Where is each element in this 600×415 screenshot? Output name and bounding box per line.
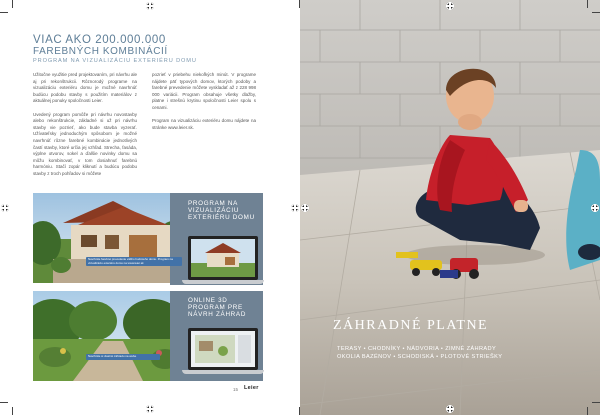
crop-mark — [592, 402, 600, 403]
registration-mark — [301, 204, 309, 212]
laptop-base — [182, 280, 264, 284]
laptop-screen — [188, 236, 258, 280]
paragraph: Užitočne využitie pred projektovaním, pri návrhu ale aj pri rekonštrukcii. Rôznorodý programe na vizualizáciu exteriéru domu je možné navrhnúť budúcu podobu stavby s použitím materiálov z aktuálnej ponuky spoločnosti Leier. — [33, 72, 137, 104]
crop-mark — [587, 0, 588, 8]
promo-title-line: PROGRAM PRE — [188, 304, 243, 311]
registration-mark — [591, 204, 599, 212]
laptop-garden — [178, 328, 268, 378]
paragraph: Uvedený program pomôže pri návrhu novostavby alebo rekonštrukcie, základné si už pri návrhu stavby vie pozrieť, ako bude stavba vyzerať. Užívateľsky jednoduchým spôsobom je možné navrhnúť rôzne farebné kombinácie jednotlivých častí stavby, ktoré určia jej vzhľad. Strecha, fasáda, výplne otvorov, sokel a ďalšie novinky domu sa môžu kombinovať, v tom dosiahnuť farebnú harmóniu. Stačí zopár kliknutí a budúcu podobu stavby z troch pohľadov si môžete — [33, 111, 137, 176]
registration-mark — [146, 2, 154, 10]
page-heading — [33, 34, 168, 58]
garden-tiles-photo — [300, 0, 600, 415]
registration-mark — [446, 405, 454, 413]
laptop-visualization — [178, 236, 268, 286]
crop-mark — [299, 407, 300, 415]
paragraph: pozrieť v priebehu niekoľkých minút. V programe nájdete päť typových domov, ktorých podoby a farebné prevedenie môžete vyskladať až z 228 998 000 variácii. Program obsahuje všetky dlažby, platne i strešnú krytinu spoločnosti Leier spolu s cenami. — [152, 72, 256, 110]
house-photo — [33, 193, 183, 283]
page-subheading: PROGRAM NA VIZUALIZÁCIU EXTERIÉRU DOMU — [33, 58, 197, 64]
crop-mark — [592, 12, 600, 13]
text-column-2 — [152, 72, 256, 138]
promo-banner-garden: Navrhnite si vlastnú záhradu na webe — [86, 354, 160, 360]
screen-content — [191, 239, 255, 277]
text-column-1 — [33, 72, 137, 184]
registration-mark — [1, 204, 9, 212]
laptop-screen — [188, 328, 258, 370]
crop-mark — [0, 12, 8, 13]
crop-mark — [299, 0, 300, 8]
heading-line-2: FAREBNÝCH KOMBINÁCIÍ — [33, 46, 168, 57]
promo-title-visualization — [188, 200, 255, 221]
crop-mark — [12, 407, 13, 415]
promo-title-garden — [188, 297, 246, 318]
registration-mark — [291, 204, 299, 212]
registration-mark — [446, 2, 454, 10]
laptop-base — [182, 370, 264, 374]
registration-mark — [146, 405, 154, 413]
crop-mark — [0, 402, 8, 403]
promo-banner-visualization: Navrhnite farebné prevedenie vášho budúceho domu. Program na vizualizáciu exteriéru domu na www.leier.sk — [86, 257, 182, 266]
promo-title-line: EXTERIÉRU DOMU — [188, 214, 255, 221]
promo-title-line: NÁVRH ZÁHRAD — [188, 311, 247, 318]
brand-logo: Leier — [244, 385, 259, 391]
right-page — [300, 0, 600, 415]
heading-line-1: VIAC AKO 200.000.000 — [33, 34, 166, 46]
tagline-line-2: OKOLIA BAZÉNOV • SCHODISKÁ • PLOTOVÉ STRIEŠKY — [337, 354, 503, 360]
garden-photo — [33, 291, 183, 381]
promo-title-line: VIZUALIZÁCIU — [188, 207, 240, 214]
promo-title-line: ONLINE 3D — [188, 297, 228, 304]
page-number: 15 — [233, 387, 239, 392]
section-title: ZÁHRADNÉ PLATNE — [333, 318, 489, 333]
tagline-line-1: TERASY • CHODNÍKY • NÁDVORIA • ZIMNÉ ZÁHRADY — [337, 346, 497, 352]
paragraph: Program na vizualizáciu exteriéru domu nájdete na stránke www.leier.sk. — [152, 118, 256, 130]
crop-mark — [587, 407, 588, 415]
crop-mark — [12, 0, 13, 8]
screen-content — [191, 331, 255, 367]
promo-title-line: PROGRAM NA — [188, 200, 239, 207]
